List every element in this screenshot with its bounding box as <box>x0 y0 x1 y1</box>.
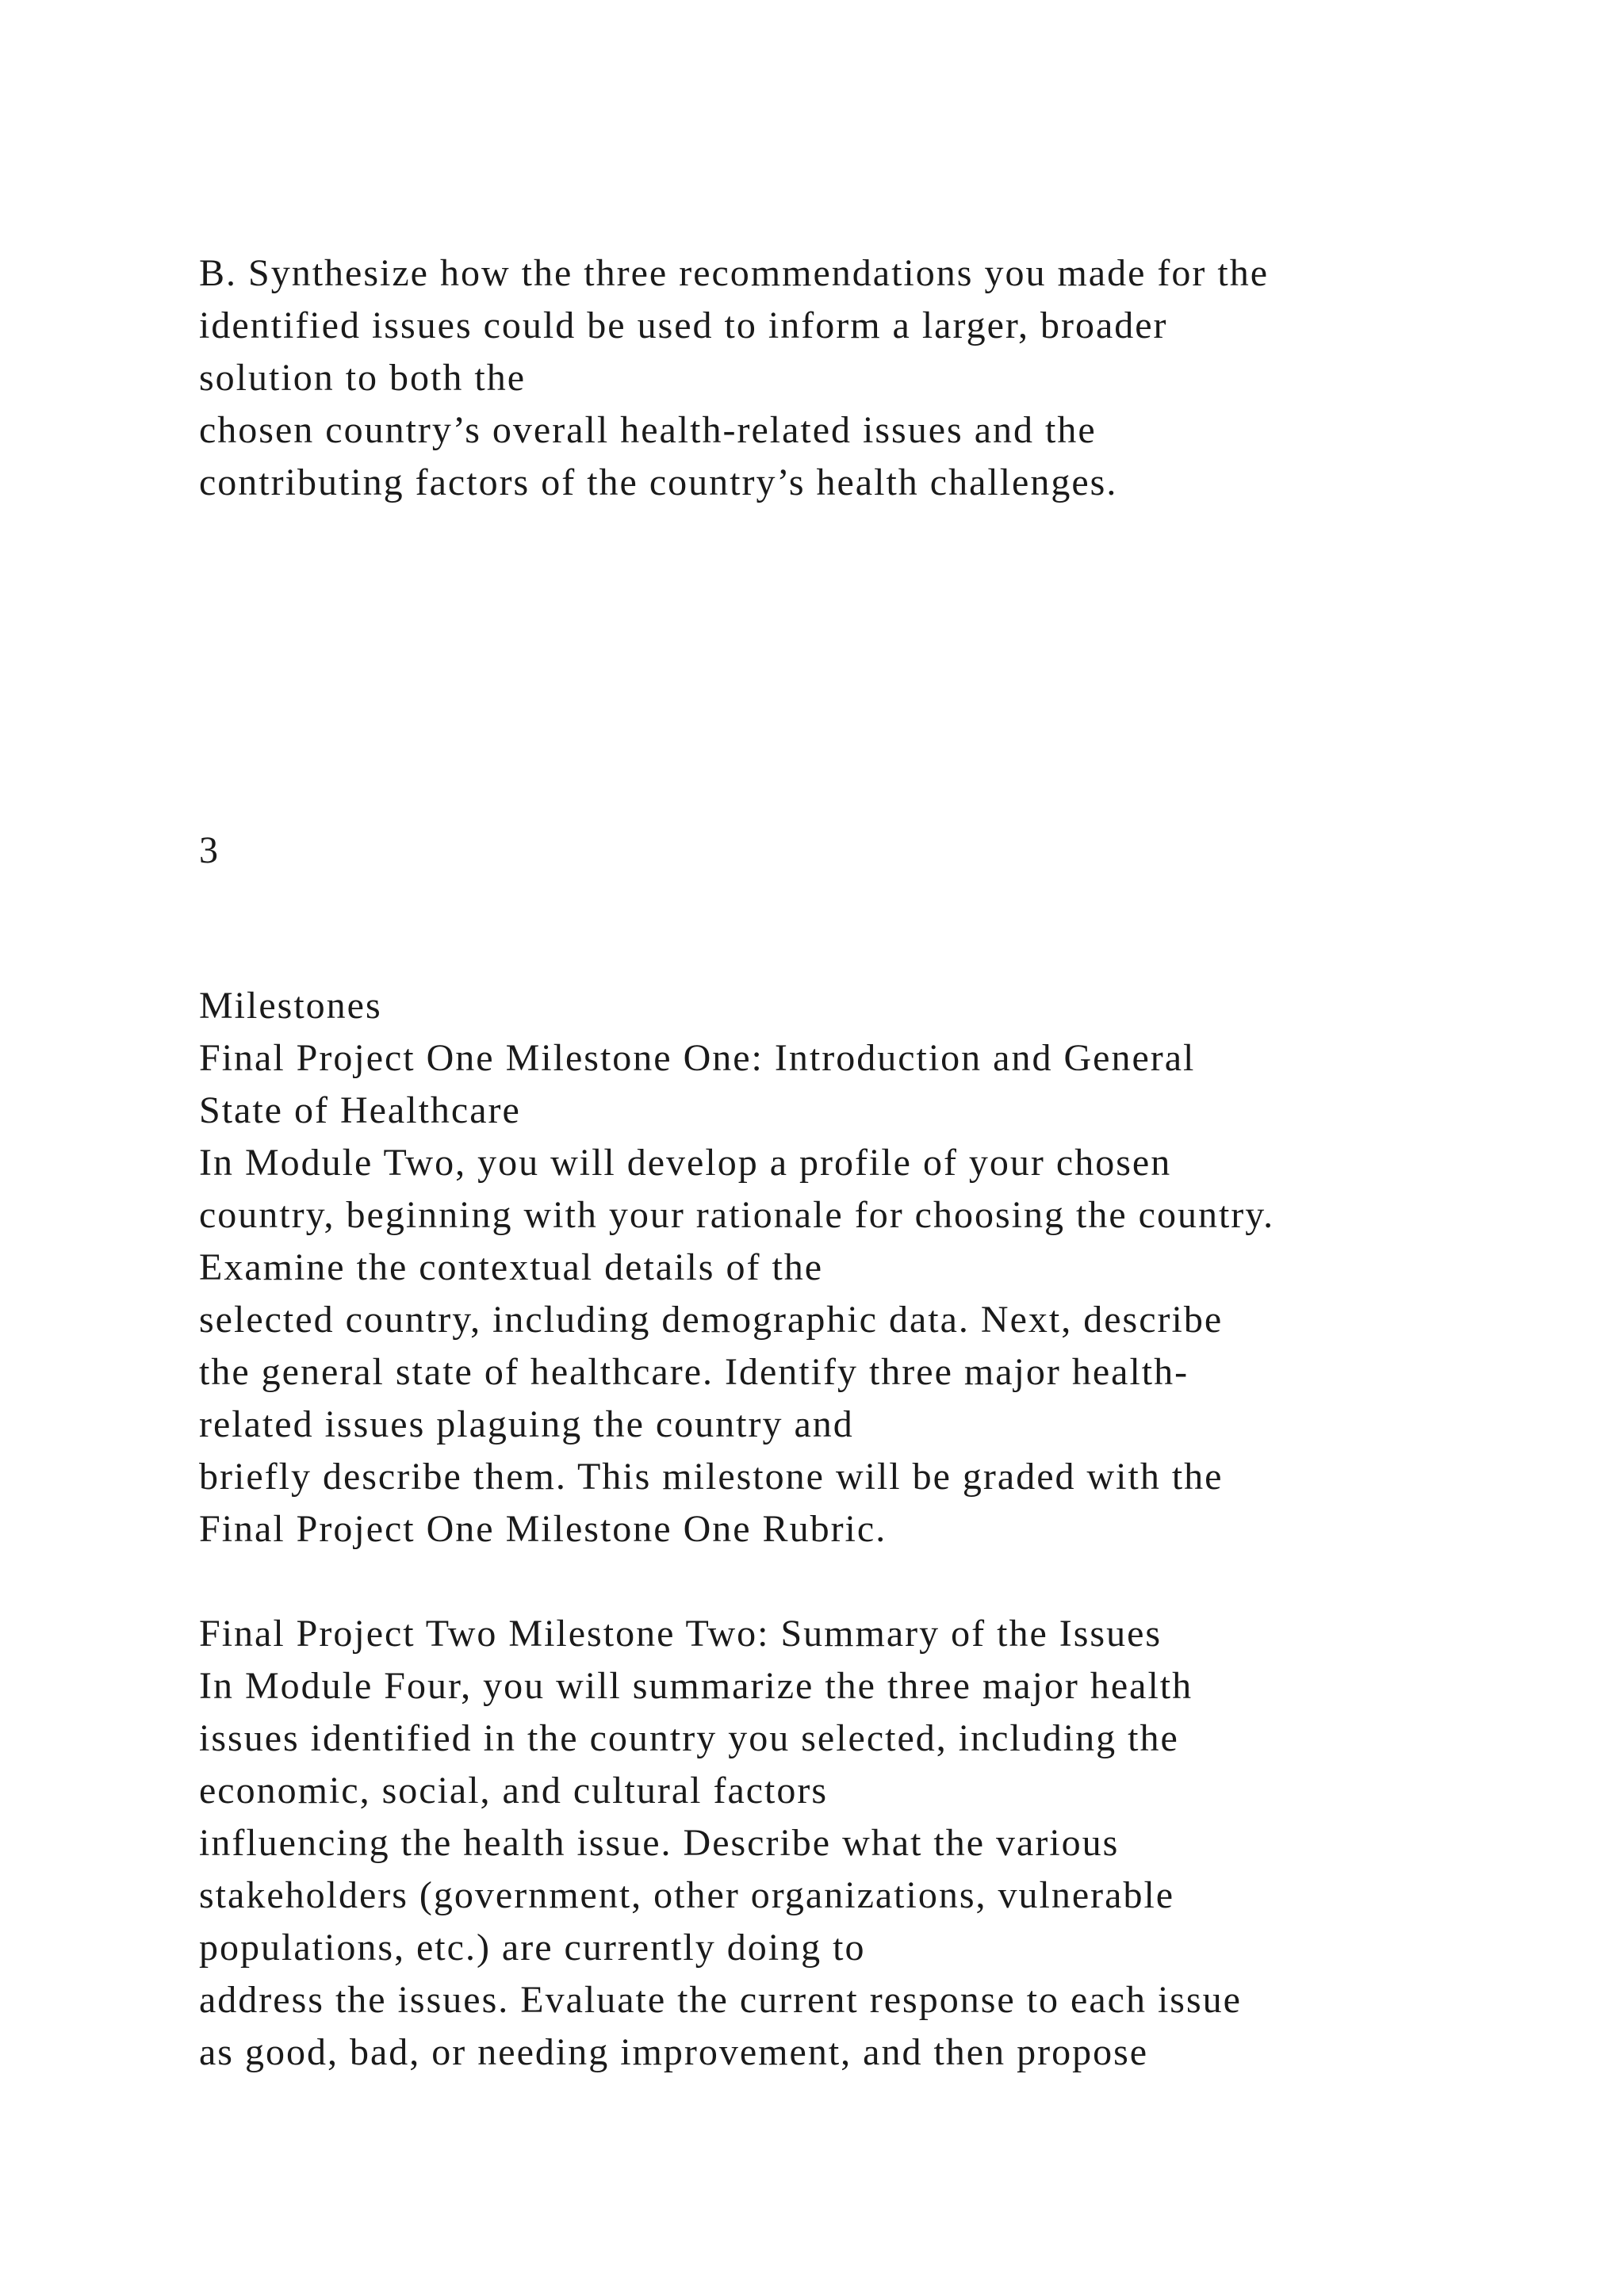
milestone-one-line-4: country, beginning with your rationale for choosing the country. <box>199 1194 1275 1236</box>
milestone-one-line-2: State of Healthcare <box>199 1089 521 1131</box>
milestone-two-line-8: address the issues. Evaluate the current response to each issue <box>199 1979 1242 2021</box>
section-b-line-2: identified issues could be used to inform a larger, broader <box>199 304 1168 346</box>
milestone-one-line-7: the general state of healthcare. Identify three major health- <box>199 1351 1189 1393</box>
milestone-two-line-9: as good, bad, or needing improvement, and then propose <box>199 2031 1149 2073</box>
milestone-two-line-7: populations, etc.) are currently doing to <box>199 1927 866 1969</box>
milestone-two-line-4: economic, social, and cultural factors <box>199 1770 829 1812</box>
milestone-two-line-6: stakeholders (government, other organizations, vulnerable <box>199 1874 1175 1916</box>
milestone-one-line-6: selected country, including demographic data. Next, describe <box>199 1299 1224 1341</box>
milestone-two-line-3: issues identified in the country you selected, including the <box>199 1717 1179 1759</box>
milestone-two-line-1: Final Project Two Milestone Two: Summary of the Issues <box>199 1613 1162 1655</box>
section-b-line-3: solution to both the <box>199 357 526 399</box>
milestone-two-line-5: influencing the health issue. Describe what the various <box>199 1822 1120 1864</box>
milestone-one-line-5: Examine the contextual details of the <box>199 1246 824 1288</box>
milestone-one-line-3: In Module Two, you will develop a profile of your chosen <box>199 1142 1172 1184</box>
section-b-line-5: contributing factors of the country’s health challenges. <box>199 461 1118 503</box>
section-b-line-4: chosen country’s overall health-related issues and the <box>199 409 1097 451</box>
page-number: 3 <box>199 829 220 871</box>
milestone-one-line-8: related issues plaguing the country and <box>199 1403 854 1445</box>
milestone-one-line-1: Final Project One Milestone One: Introduction and General <box>199 1037 1196 1079</box>
milestone-two-line-2: In Module Four, you will summarize the three major health <box>199 1665 1193 1707</box>
section-b-line-1: B. Synthesize how the three recommendations you made for the <box>199 252 1269 294</box>
milestone-one-line-10: Final Project One Milestone One Rubric. <box>199 1508 887 1550</box>
milestones-heading: Milestones <box>199 985 382 1027</box>
milestone-one-line-9: briefly describe them. This milestone will be graded with the <box>199 1456 1224 1498</box>
